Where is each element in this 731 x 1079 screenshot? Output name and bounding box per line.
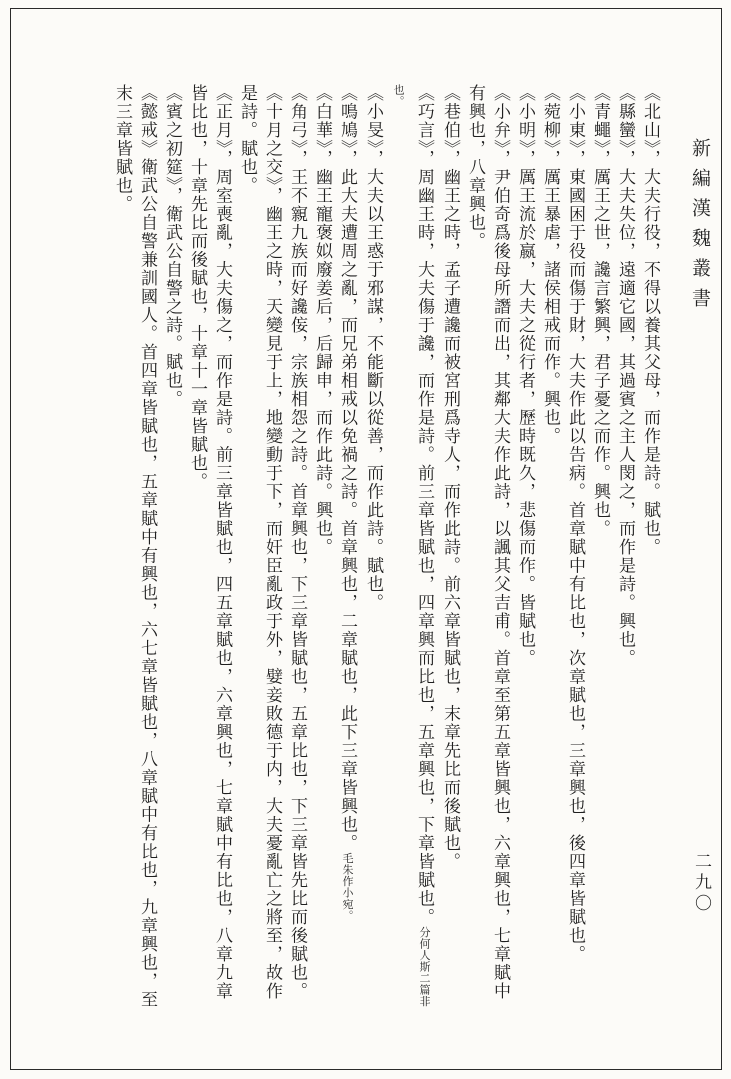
entry-text: ，幽王寵褒姒廢姜后，后歸申，而作此詩。興也。 [312, 149, 332, 557]
poem-entry [462, 84, 512, 1012]
poem-entry [334, 84, 360, 1012]
poem-entry [562, 84, 587, 1012]
entry-text: ，厲王暴虐，諸侯相戒而作。興也。 [540, 149, 560, 446]
entry-text: ，厲王流於嬴，大夫之從行者，歷時既久，悲傷而作。皆賦也。 [515, 149, 535, 668]
poem-title: 《巷伯》 [440, 84, 460, 150]
poem-title: 《青蠅》 [590, 84, 610, 150]
poem-title: 《鳴鳩》 [337, 84, 357, 150]
entry-text: ，幽王之時，天變見于上，地變動于下，而奸臣亂政于外，嬖妾敗德于内，大夫憂亂亡之將至，故作是詩。賦也。 [237, 84, 282, 1001]
entry-text: ，幽王之時，孟子遭讒而被宮刑爲寺人，而作此詩。前六章皆賦也，末章先比而後賦也。 [440, 149, 460, 871]
poem-entry [159, 84, 184, 1012]
entry-text: ，大夫以王惑于邪謀，不能斷以從善，而作此詩。賦也。 [363, 149, 383, 612]
poem-title: 《菀柳》 [540, 84, 560, 150]
entry-text: 衛武公自警兼訓國人。首四章皆賦也，五章賦中有興也，六七章皆賦也，八章賦中有比也，九章興也，至末三章皆賦也。 [112, 84, 157, 1009]
poem-title: 《小弁》 [490, 84, 510, 150]
entry-text: ，王不寴九族而好讒侫，宗族相怨之詩。首章興也，下三章皆賦也，五章比也，下三章皆先比而後賦也。 [287, 149, 307, 1001]
poem-title: 《正月》 [212, 84, 232, 150]
entry-text: ，衛武公自警之詩。賦也。 [162, 186, 182, 409]
series-title: 新編漢魏叢書 [689, 138, 711, 318]
poem-entry [612, 84, 637, 1012]
poem-title: 《懿戒》 [137, 84, 157, 158]
entry-text: ，此大夫遭周之亂，而兄弟相戒以免禍之詩。首章興也，二章賦也，此下三章皆興也。 [337, 149, 357, 853]
page-number: 二九〇 [691, 852, 711, 915]
main-text-block [109, 84, 662, 1012]
entry-annotation: 分何人斯二篇非也。 [392, 84, 431, 1007]
poem-entry [587, 84, 612, 1012]
poem-entry [284, 84, 309, 1012]
poem-entry [637, 84, 662, 1012]
entry-annotation: 毛朱作小宛。 [341, 852, 354, 922]
entry-text: ，周室喪亂，大夫傷之，而作是詩。前三章皆賦也，四五章賦也，六章興也，七章賦中有比也，八章九章皆比也，十章先比而後賦也，十章十一章皆賦也。 [187, 84, 232, 1001]
poem-entry [309, 84, 334, 1012]
entry-text: ，東國困于役而傷于財，大夫作此以告病。首章賦中有比也，次章賦也，三章興也，後四章皆賦也。 [565, 149, 585, 964]
poem-entry [109, 84, 159, 1012]
entry-text: ，大夫行役，不得以養其父母，而作是詩。賦也。 [640, 149, 660, 557]
poem-entry [234, 84, 284, 1012]
entry-text: ，周幽王時，大夫傷于讒，而作是詩。前三章皆賦也，四章興而比也，五章興也，下章皆賦也。 [414, 149, 434, 927]
poem-title: 《巧言》 [414, 84, 434, 150]
entry-text: ，尹伯奇爲後母所譖而出，其鄰大夫作此詩，以諷其父吉甫。首章至第五章皆興也，六章興也，七章賦中有興也，八章興也。 [465, 84, 510, 1001]
poem-entry [537, 84, 562, 1012]
poem-title: 《縣蠻》 [615, 84, 635, 150]
poem-entry [184, 84, 234, 1012]
poem-entry [360, 84, 385, 1012]
poem-entry [385, 84, 437, 1012]
poem-entry [512, 84, 537, 1012]
poem-title: 《十月之交》 [262, 84, 282, 187]
poem-title: 《賓之初筵》 [162, 84, 182, 187]
poem-title: 《小旻》 [363, 84, 383, 150]
poem-title: 《北山》 [640, 84, 660, 150]
poem-title: 《白華》 [312, 84, 332, 150]
entry-text: ，大夫失位，遠適它國，其過賓之主人閔之，而作是詩。興也。 [615, 149, 635, 668]
poem-title: 《角弓》 [287, 84, 307, 150]
entry-text: ，厲王之世，讒言繁興，君子憂之而作。興也。 [590, 149, 610, 538]
poem-entry [437, 84, 462, 1012]
poem-title: 《小明》 [515, 84, 535, 150]
poem-title: 《小東》 [565, 84, 585, 150]
